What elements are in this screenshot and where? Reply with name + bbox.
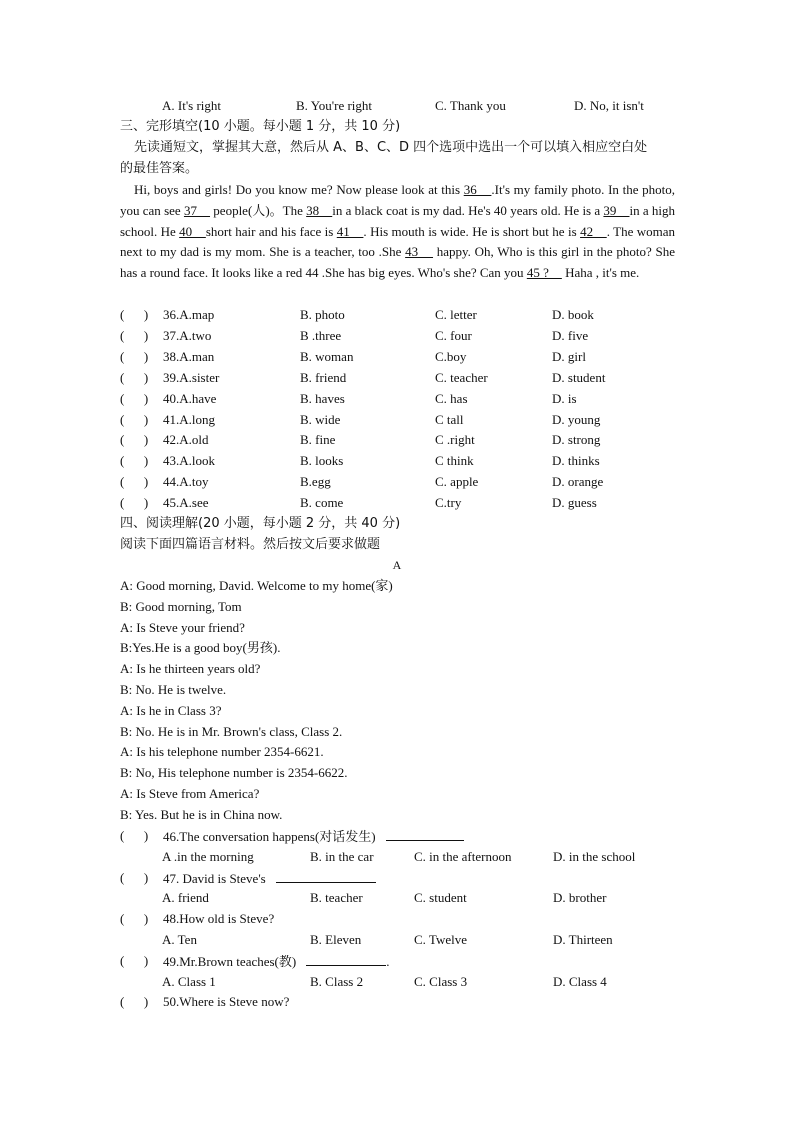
option-b: B. looks — [300, 453, 344, 469]
option-b: B. wide — [300, 411, 341, 427]
exam-page: A. It's right B. You're right C. Thank you D. No, it isn't 三、完形填空(10 小题。每小题 1 分，共 10 分) 先读通短文，掌握其大意，然后从 A、B、C、D 四个选项中选出一个可以填入相应空白处 的最佳答案。 Hi, boys and girls! Do you know me? Now please look at this 36 .It's my family photo. In the photo, you can see 37 people(人)。The 38 in a black coat is my dad. He's 40 years old. He is a 39 in a high school. He 40 short hair and his face is 41 . His mouth is wide. He is short but he is 42 . The woman next to my dad is my mom. She is a teacher, too .She 43 happy. Oh, Who is this girl in the photo? She has a round face. It looks like a red 44 .She has big eyes. Who's she? Can you 45 ? Haha , it's me. ( ) 36.A.map B. photo C. letter D. book ( ) 37.A.two B .three C. four D. five ( ) 38.A.man B. woman C.boy D. girl ( ) 39.A.sister B. friend C. teacher D. student ( ) 40.A.have B. haves C. has D. is ( ) 41.A.long B. wide C tall D. young ( ) 42.A.old B. fine C .right D. strong ( ) 43.A.look B. looks C think D. thinks ( ) 44.A.toy B.egg C. apple D. orange ( ) 45.A.see B. come C.try D. guess 四、阅读理解(20 小题，每小题 2 分，共 40 分) 阅读下面四篇语言材料。然后按文后要求做题 A A: Good morning, David. Welcome to my home(家) B: Good morning, Tom A: Is Steve your friend? B:Yes.He is a good boy(男孩). A: Is he thirteen years old? B: No. He is twelve. A: Is he in Class 3? B: No. He is in Mr. Brown's class, Class 2. A: Is his telephone number 2354-6621. B: No, His telephone number is 2354-6622. A: Is Steve from America? B: Yes. But he is in China now. ( ) 46.The conversation happens(对话发生) A .in the morning B. in the car C. in the afternoon D. in the school ( ) 47. David is Steve's A. friend B. teacher C. student D. brother ( ) 48.How old is Steve? A. Ten B. Eleven C. Twelve D. Thirteen ( ) 49.Mr.Brown teaches(教) . A. Class 1 B. Class 2 C. Class 3 D. Class 4 ( ) 50.Where is Steve now? — [0, 0, 794, 1123]
section4-title: 四、阅读理解(20 小题，每小题 2 分，共 40 分) — [120, 516, 401, 531]
cloze-blank: 42 — [580, 223, 607, 239]
answer-blank[interactable] — [276, 870, 376, 883]
section3-instruction-line1: 先读通短文，掌握其大意，然后从 A、B、C、D 四个选项中选出一个可以填入相应空白处 — [134, 140, 648, 155]
answer-bracket[interactable]: ( ) — [120, 994, 149, 1010]
section3-instruction-line2: 的最佳答案。 — [120, 161, 199, 176]
dialogue-line: A: Is Steve from America? — [120, 786, 260, 801]
question-number-option-a: 36.A.map — [163, 307, 215, 322]
dialogue-line: A: Is he thirteen years old? — [120, 661, 261, 677]
option-d: D. thinks — [552, 453, 600, 469]
option-b: B. fine — [300, 432, 336, 448]
dialogue-line: B: No. He is in Mr. Brown's class, Class 2. — [120, 723, 343, 739]
question-stem: 47. David is Steve's — [163, 870, 266, 886]
option-d: D. young — [552, 411, 601, 427]
option-c: C. teacher — [435, 369, 488, 385]
passage-text: happy. Oh, Who is this girl in the photo? She has a round face. It looks like a red 44 .She has big eyes. Who's she? Can you — [120, 244, 676, 281]
option-b: B.egg — [300, 474, 331, 490]
question-stem: 48.How old is Steve? — [163, 911, 275, 927]
option-c: C. Twelve — [414, 932, 468, 947]
question-number-option-a: 39.A.sister — [163, 369, 220, 385]
section3-title: 三、完形填空(10 小题。每小题 1 分，共 10 分) — [120, 119, 401, 134]
option-c: C .right — [435, 432, 475, 448]
option-d: D. five — [552, 327, 589, 343]
option-b: B. haves — [300, 390, 345, 406]
answer-bracket[interactable]: ( ) — [120, 327, 149, 343]
answer-bracket[interactable]: ( ) — [120, 911, 149, 927]
cloze-blank: 37 — [183, 202, 211, 218]
option-d: D. No, it isn't — [574, 98, 644, 113]
option-b: B. Class 2 — [310, 973, 364, 989]
option-b: B. You're right — [296, 98, 373, 113]
cloze-blank: 43 — [405, 244, 434, 260]
passage-text: .It's my family photo. In the photo, you can see — [120, 182, 676, 218]
option-b: B. woman — [300, 348, 354, 364]
option-a: A. friend — [162, 890, 209, 906]
answer-bracket[interactable]: ( ) — [120, 369, 149, 385]
option-d: D. is — [552, 390, 577, 406]
option-c: C.try — [435, 495, 462, 511]
option-c: C. Thank you — [435, 98, 506, 113]
option-c: C think — [435, 453, 474, 469]
cloze-blank: 45 ? — [526, 265, 562, 281]
passage-text: in a black coat is my dad. He's 40 years old. He is a — [332, 202, 604, 218]
question-number-option-a: 42.A.old — [163, 432, 209, 448]
option-b: B .three — [300, 327, 342, 343]
passage-text: short hair and his face is — [205, 223, 337, 239]
passage-text: . His mouth is wide. He is short but he is — [363, 223, 581, 239]
option-b: B. friend — [300, 369, 347, 385]
dialogue-line: A: Is his telephone number 2354-6621. — [120, 744, 324, 760]
passage-text: . The woman next to my dad is my mom. She is a teacher, too .She — [120, 223, 676, 260]
answer-bracket[interactable]: ( ) — [120, 348, 149, 364]
answer-bracket[interactable]: ( ) — [120, 453, 149, 469]
cloze-passage — [120, 180, 675, 284]
answer-bracket[interactable]: ( ) — [120, 869, 149, 885]
answer-bracket[interactable]: ( ) — [120, 495, 149, 511]
option-a: A. Ten — [162, 932, 197, 947]
cloze-blank: 36 — [463, 182, 492, 197]
question-number-option-a: 43.A.look — [163, 453, 215, 469]
answer-blank[interactable] — [306, 953, 386, 966]
option-c: C tall — [435, 411, 464, 427]
answer-bracket[interactable]: ( ) — [120, 952, 149, 968]
question-number-option-a: 45.A.see — [163, 495, 209, 511]
cloze-blank: 39 — [603, 202, 630, 218]
option-c: C. Class 3 — [414, 973, 468, 989]
option-d: D. book — [552, 307, 594, 322]
question-number-option-a: 44.A.toy — [163, 474, 209, 490]
option-d: D. student — [552, 369, 606, 385]
option-d: D. Thirteen — [553, 932, 613, 947]
option-d: D. strong — [552, 432, 601, 448]
option-b: B. teacher — [310, 890, 363, 906]
option-d: D. brother — [553, 890, 607, 906]
cloze-blank: 41 — [336, 223, 364, 239]
answer-bracket[interactable]: ( ) — [120, 307, 149, 322]
option-a: A. It's right — [162, 98, 222, 113]
question-number-option-a: 41.A.long — [163, 411, 215, 427]
option-a: A .in the morning — [162, 848, 254, 864]
option-c: C. apple — [435, 474, 479, 490]
question-number-option-a: 38.A.man — [163, 348, 215, 364]
dialogue-line: A: Is Steve your friend? — [120, 619, 245, 635]
passage-text: in a high school. He — [120, 202, 676, 239]
option-c: C. has — [435, 390, 468, 406]
answer-bracket[interactable]: ( ) — [120, 390, 149, 406]
option-c: C. four — [435, 327, 472, 343]
option-c: C.boy — [435, 348, 467, 364]
dialogue-line: B: No. He is twelve. — [120, 682, 227, 697]
option-a: A. Class 1 — [162, 973, 216, 989]
dialogue-line: A: Is he in Class 3? — [120, 702, 222, 718]
option-b: B. photo — [300, 307, 345, 322]
option-d: D. girl — [552, 348, 586, 364]
question-stem: 49.Mr.Brown teaches(教) — [163, 953, 297, 969]
question-number-option-a: 37.A.two — [163, 327, 212, 343]
answer-bracket[interactable]: ( ) — [120, 411, 149, 427]
cloze-blank: 38 — [306, 202, 333, 218]
section4-instruction: 阅读下面四篇语言材料。然后按文后要求做题 — [120, 537, 381, 552]
option-d: D. orange — [552, 474, 604, 490]
dialogue-line: B: No, His telephone number is 2354-6622. — [120, 765, 348, 781]
option-b: B. come — [300, 495, 344, 511]
answer-bracket[interactable]: ( ) — [120, 432, 149, 448]
option-d: D. in the school — [553, 848, 636, 864]
question-number-option-a: 40.A.have — [163, 390, 217, 406]
option-b: B. in the car — [310, 848, 374, 864]
passage-text: people(人)。The — [210, 202, 307, 218]
option-c: C. student — [414, 890, 467, 906]
dialogue-line: B: Good morning, Tom — [120, 598, 242, 614]
passage-text: Haha , it's me. — [561, 265, 640, 281]
option-d: D. Class 4 — [553, 973, 607, 989]
cloze-blank: 40 — [179, 223, 206, 239]
option-c: C. letter — [435, 307, 477, 322]
option-c: C. in the afternoon — [414, 848, 512, 864]
question-stem: 46.The conversation happens(对话发生) — [163, 829, 376, 844]
option-b: B. Eleven — [310, 932, 362, 947]
passage-text: Hi, boys and girls! Do you know me? Now please look at this — [134, 182, 464, 197]
dialogue-line: A: Good morning, David. Welcome to my home(家) — [120, 578, 393, 593]
part-a-label: A — [392, 558, 402, 572]
option-d: D. guess — [552, 495, 597, 511]
dialogue-line: B: Yes. But he is in China now. — [120, 806, 283, 822]
dialogue-line: B:Yes.He is a good boy(男孩). — [120, 640, 281, 656]
answer-bracket[interactable]: ( ) — [120, 828, 149, 843]
question-stem: 50.Where is Steve now? — [163, 994, 290, 1010]
answer-blank[interactable] — [386, 828, 464, 841]
answer-bracket[interactable]: ( ) — [120, 474, 149, 490]
